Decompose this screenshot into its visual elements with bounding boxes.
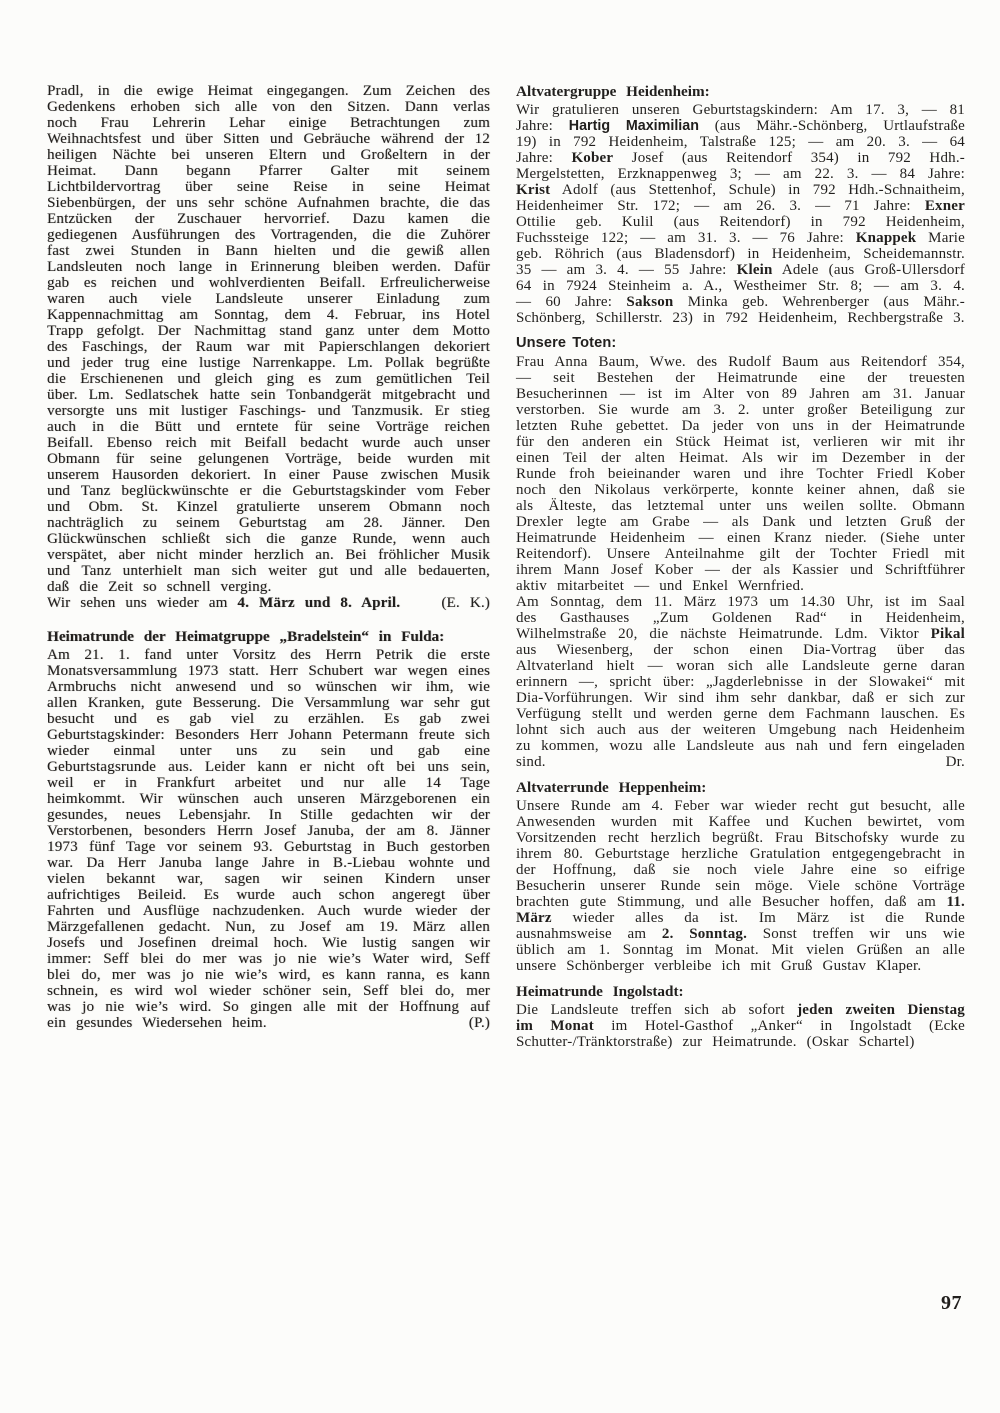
page-number: 97 [941,1292,962,1314]
fulda-text: Am 21. 1. fand unter Vorsitz des Herrn Petrik die erste Monatsversammlung 1973 statt. Herr Schubert war wegen eines Armbruchs nicht anwesend und so wünschen wir ihm, wie allen Kranken, gute Besserung. Die Versammlung war sehr gut besucht und es gab viel zu erzählen. Es gab zwei Geburtstagskinder: Besonders Herr Johann Petermann freute sich wieder einmal unter uns zu sein und gab eine Geburtstagsrunde aus. Leider kann er nicht oft bei uns sein, weil er in Frankfurt arbeitet und nur alle 14 Tage heimkommt. Wir wünschen auch unseren Märzgeborenen ein gesundes, neues Lebensjahr. In Stille gedachten wir der Verstorbenen, besonders Herrn Josef Januba, der am 8. Jänner 1973 fünf Tage vor seinem 93. Geburtstag in Buch gestorben war. Da Herr Januba lange Jahre in B.-Liebau wohnte und vielen bekannt war, sagen wir seinen Kindern unser aufrichtiges Beileid. Es wurde auch schon angeregt über Fahrten und Ausflüge nachzudenken. Auch wurde wieder der Märzgefallenen gedacht. Nun, zu Josef am 19. März allen Josefs und Josefinen dreimal hoch. Wie lustig sangen wir immer: Seff blei do mer was jo nie wie’s Water wird, Seff blei do, mer was jo nie wie’s wird, es kann ranna, es kann schnein, es wird wol wieder schöner sein, Seff blei do, mer was jo nie wie’s wird. So gingen alle mit der Hoffnung auf ein gesundes Wiedersehen heim. [47,647,490,1031]
closing-line [47,595,490,611]
left-column [47,83,490,1050]
closing-text: Wir sehen uns wieder am 4. März und 8. April. [47,595,401,611]
signature-ek: (E. K.) [441,595,490,611]
section-heading-fulda: Heimatrunde der Heimatgruppe „Bradelstein“ in Fulda: [47,628,445,645]
paragraph-toten-report: Frau Anna Baum, Wwe. des Rudolf Baum aus Reitendorf 354, — seit Bestehen der Heimatrunde eine der treuesten Besucherinnen — ist im Alter von 89 Jahren am 31. Januar verstorben. Sie wurde am 3. 2. unter großer Beteiligung zur letzten Ruhe gebettet. Da jeder von uns in der Heimatrunde für den anderen ein Stück Heimat ist, verlieren wir mit ihr einen Teil der alten Heimat. Als wir im Dezember in der Runde froh beieinander waren und ihre Tochter Friedl Kober noch den Nikolaus verkörperte, konnte keiner ahnen, daß sie als Älteste, das letztemal unter uns weilen sollte. Obmann Drexler legte am Grabe — als Dank und letzten Gruß der Heimatrunde Heidenheim — einen Kranz nieder. (Siehe unter Reitendorf). Unsere Anteilnahme gilt der Tochter Friedl mit ihrem Mann Josef Kober — der als Kassier und Schriftführer aktiv mitarbeitet — und Enkel Wernfried. [516,354,965,594]
paragraph-heppenheim-report: Unsere Runde am 4. Feber war wieder recht gut besucht, alle Anwesenden wurden mit Kaffee und Kuchen bewirtet, vom Vorsitzenden recht herzlich begrüßt. Frau Bitschofsky wurde zu ihrem 80. Geburtstage herzliche Gratulation entgegengebracht in der Hoffnung, daß sie noch viele Jahre eine so eifrige Besucherin unserer Runde sein möge. Viele schöne Vorträge brachten gute Stimmung, und alle Besucher hoffen, daß am 11. März wieder alles da ist. Im März ist die Runde ausnahmsweise am 2. Sonntag. Sonst treffen wir uns wie üblich am 1. Sonntag im Monat. Mit vielen Grüßen an alle unsere Schönberger verbleibe ich mit Gruß Gustav Klaper. [516,798,965,974]
section-heading-heppenheim: Altvaterrunde Heppenheim: [516,779,707,796]
paragraph-trapp-report: Pradl, in die ewige Heimat eingegangen. Zum Zeichen des Gedenkens erhoben sich alle von den Sitzen. Dann verlas noch Frau Lehrerin Lehar einige Betrachtungen zum Weihnachtsfest und über Sitten und Gebräuche während der 12 heiligen Nächte bei unseren Eltern und Großeltern in der Heimat. Dann begann Pfarrer Galter mit seinem Lichtbildervortrag über seine Reise in seine Heimat Siebenbürgen, der uns sehr schöne Aufnahmen brachte, die das Entzücken der Zuschauer hervorrief. Dazu kamen die gediegenen Ausführungen des Vortragenden, die die Zuhörer fast zwei Stunden in Bann hielten und die gewiß allen Landsleuten noch lange in Erinnerung bleiben werden. Dafür gab es reichen und wohlverdienten Beifall. Erfreulicherweise waren auch viele Landsleute unserer Einladung zum Kappennachmittag am Sonntag, dem 4. Februar, ins Hotel Trapp gefolgt. Der Nachmittag stand ganz unter dem Motto des Faschings, der Raum war mit Papierschlangen dekoriert und jeder trug eine lustige Narrenkappe. Lm. Pollak begrüßte die Erschienenen und gleich ging es zum gemütlichen Teil über. Lm. Sedlatschek hatte sein Tonbandgerät mitgebracht und versorgte uns mit lustiger Faschings- und Tanzmusik. Er stieg auch in die Bütt und erntete für seine Vorträge reichen Beifall. Ebenso reich mit Beifall bedacht wurde auch unser Obmann für seine gelungenen Vorträge, beide wurden mit unserem Hausorden dekoriert. In einer Pause zwischen Musik und Tanz beglückwünschte er die Geburtstagskinder vom Feber und Obm. St. Kinzel gratulierte unserem Obmann noch nachträglich zu seinem Geburtstag am 28. Jänner. Den Glückwünschen schließt sich die ganze Runde, wenn auch verspätet, aber nicht minder herzlich an. Bei fröhlicher Musik und Tanz unterhielt man sich weiter gut und alle bedauerten, daß die Zeit so schnell verging. [47,83,490,595]
announcement-text: Am Sonntag, dem 11. März 1973 um 14.30 Uhr, ist im Saal des Gasthauses „Zum Goldenen Rad“ in Heidenheim, Wilhelmstraße 20, die nächste Heimatrunde. Ldm. Viktor Pikal aus Wiesenberg, der schon einen Dia-Vortrag über das Altvaterland hielt — woran sich alle Landsleute gerne daran erinnern —, spricht über: „Jagderlebnisse in der Slowakei“ mit Dia-Vorführungen. Wir sind ihm sehr dankbar, daß er sich zur Verfügung stellt und werden gerne dem Fachmann lauschen. Es lohnt sich auch aus der weiteren Umgebung nach Heidenheim zu kommen, wozu alle Landsleute aus nah und fern eingeladen sind. [516,594,965,770]
section-heading-toten: Unsere Toten: [516,335,617,351]
paragraph-fulda-report [47,647,490,1031]
section-heading-ingolstadt: Heimatrunde Ingolstadt: [516,983,684,1000]
section-heading-heidenheim: Altvatergruppe Heidenheim: [516,83,710,100]
paragraph-ingolstadt-report: Die Landsleute treffen sich ab sofort jeden zweiten Dienstag im Monat im Hotel-Gasthof „Anker“ in Ingolstadt (Ecke Schutter-/Tränktorstraße) zur Heimatrunde. (Oskar Schartel) [516,1002,965,1050]
signature-dr: Dr. [945,754,965,770]
paragraph-birthdays: Wir gratulieren unseren Geburtstagskindern: Am 17. 3, — 81 Jahre: Hartig Maximilian (aus Mähr.-Schönberg, Urtlaufstraße 19) in 792 Heidenheim, Talstraße 125; — am 20. 3. — 64 Jahre: Kober Josef (aus Reitendorf 354) in 792 Hdh.-Mergelstetten, Erzknappenweg 3; — am 22. 3. — 84 Jahre: Krist Adolf (aus Stettenhof, Schule) in 792 Hdh.-Schnaitheim, Heidenheimer Str. 172; — am 26. 3. — 71 Jahre: Exner Ottilie geb. Kulil (aus Reitendorf) in 792 Heidenheim, Fuchssteige 122; — am 31. 3. — 76 Jahre: Knappek Marie geb. Röhrich (aus Bladensdorf) in Heidenheim, Scheidemannstr. 35 — am 3. 4. — 55 Jahre: Klein Adele (aus Groß-Ullersdorf 64 in 7924 Steinheim a. A., Westheimer Str. 8; — am 3. 4. — 60 Jahre: Sakson Minka geb. Wehrenberger (aus Mähr.-Schönberg, Schillerstr. 23) in 792 Heidenheim, Rechbergstraße 3. [516,102,965,326]
paragraph-announcement [516,594,965,770]
right-column [516,83,965,1050]
signature-p: (P.) [468,1015,490,1031]
two-column-layout [47,83,965,1050]
